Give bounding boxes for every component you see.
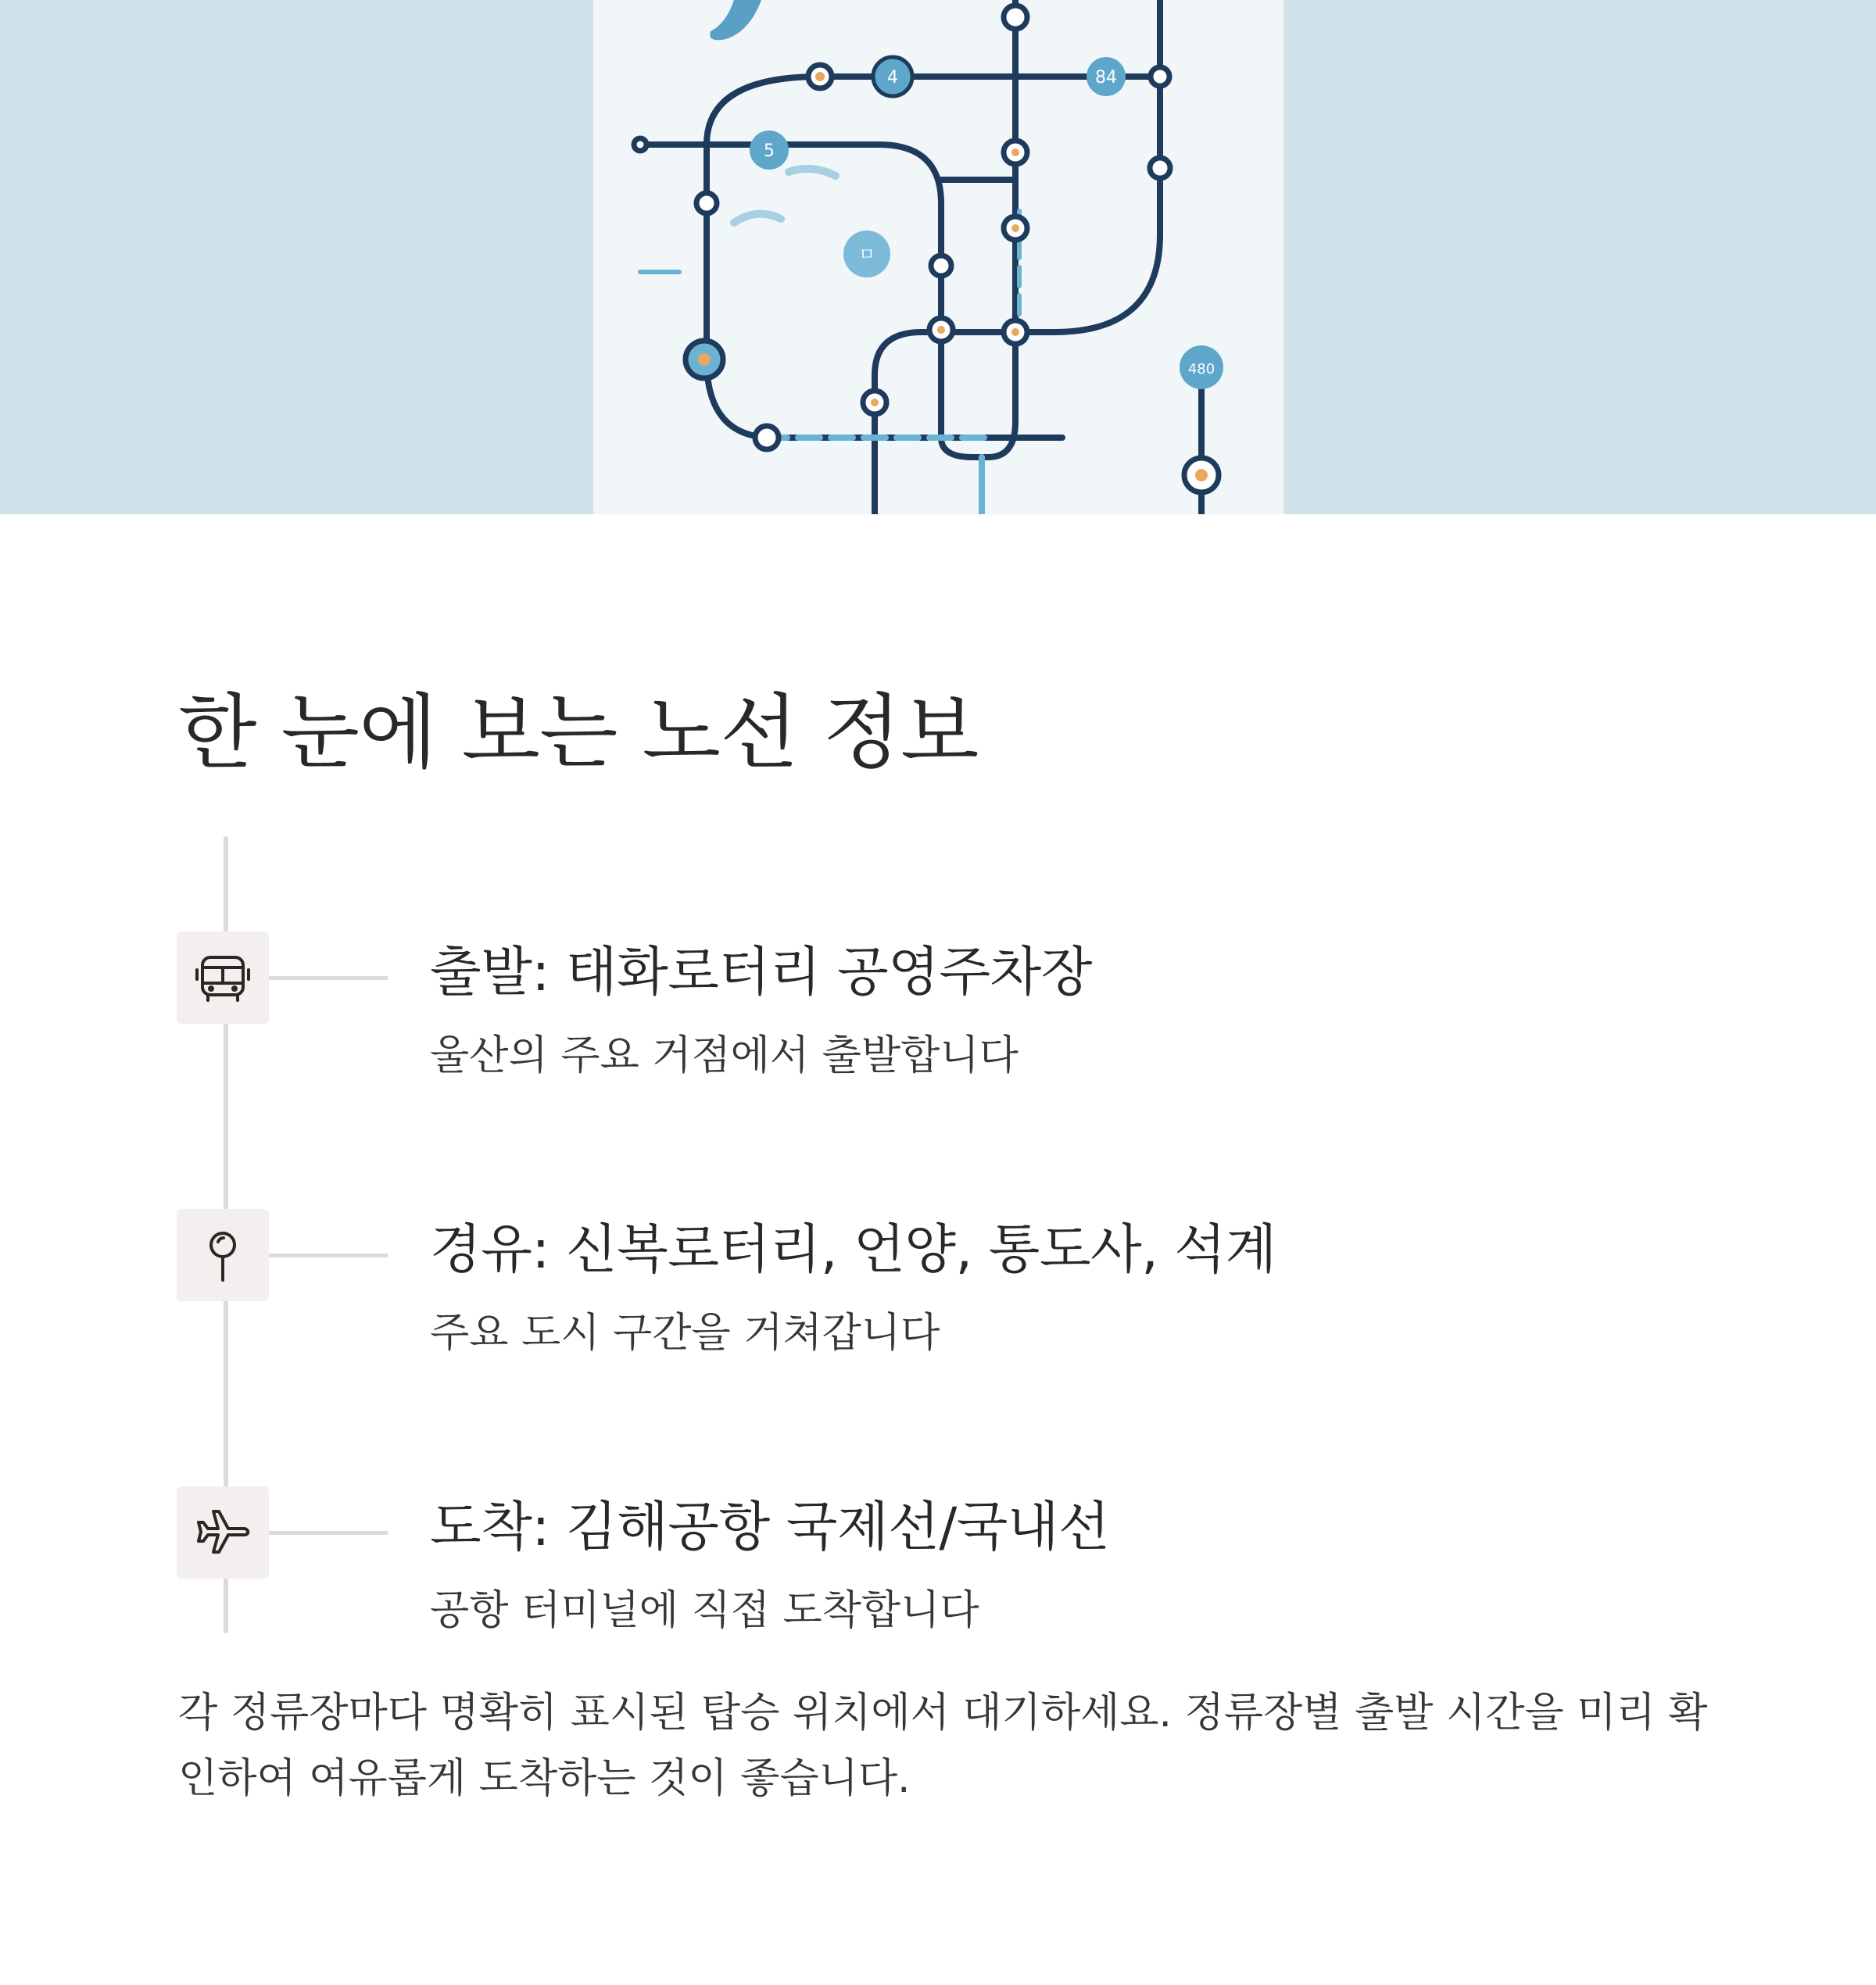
step-description: 울산의 주요 거점에서 출발합니다	[430, 1032, 1019, 1079]
airplane-icon	[189, 1499, 256, 1566]
step-connector	[269, 1254, 388, 1257]
route-map-svg	[593, 0, 1283, 514]
step-icon-box	[177, 932, 269, 1024]
step-title: 출발: 태화로터리 공영주차장	[430, 942, 1092, 1003]
step-connector	[269, 1531, 388, 1535]
water-shape	[710, 0, 761, 40]
station-node	[696, 193, 717, 213]
line-badge-label: 84	[1095, 68, 1117, 88]
bus-icon	[189, 944, 256, 1011]
line-badge-label: 4	[887, 68, 898, 88]
map-pin-icon	[189, 1221, 256, 1289]
hero-banner	[0, 0, 1876, 514]
water-shape	[789, 169, 836, 176]
step-icon-box	[177, 1486, 269, 1579]
boarding-note: 각 정류장마다 명확히 표시된 탑승 위치에서 대기하세요. 정류장별 출발 시간을 미리 확인하여 여유롭게 도착하는 것이 좋습니다.	[178, 1690, 1708, 1803]
station-node	[931, 256, 951, 276]
line-badge-label: ㅁ	[858, 245, 875, 265]
station-node	[634, 138, 646, 151]
station-node	[1004, 5, 1027, 29]
step-connector	[269, 976, 388, 980]
station-node	[755, 426, 779, 449]
step-title: 경유: 신복로터리, 언양, 통도사, 석계	[430, 1219, 1276, 1281]
water-shape	[734, 214, 781, 223]
station-node	[1151, 67, 1169, 86]
route-map-illustration	[593, 0, 1283, 514]
section-title: 한 눈에 보는 노선 정보	[178, 685, 979, 780]
step-icon-box	[177, 1209, 269, 1301]
timeline-step-departure	[177, 883, 1701, 1079]
station-node	[1150, 158, 1170, 178]
timeline-step-arrival	[177, 1438, 1701, 1634]
timeline-step-via	[177, 1161, 1701, 1357]
step-description: 공항 터미널에 직접 도착합니다	[430, 1587, 979, 1634]
route-timeline	[177, 836, 1701, 1633]
line-badge-label: 5	[764, 141, 775, 161]
step-description: 주요 도시 구간을 거쳐갑니다	[430, 1310, 940, 1357]
step-title: 도착: 김해공항 국제선/국내선	[430, 1497, 1110, 1558]
line-badge-label: 480	[1187, 361, 1215, 377]
